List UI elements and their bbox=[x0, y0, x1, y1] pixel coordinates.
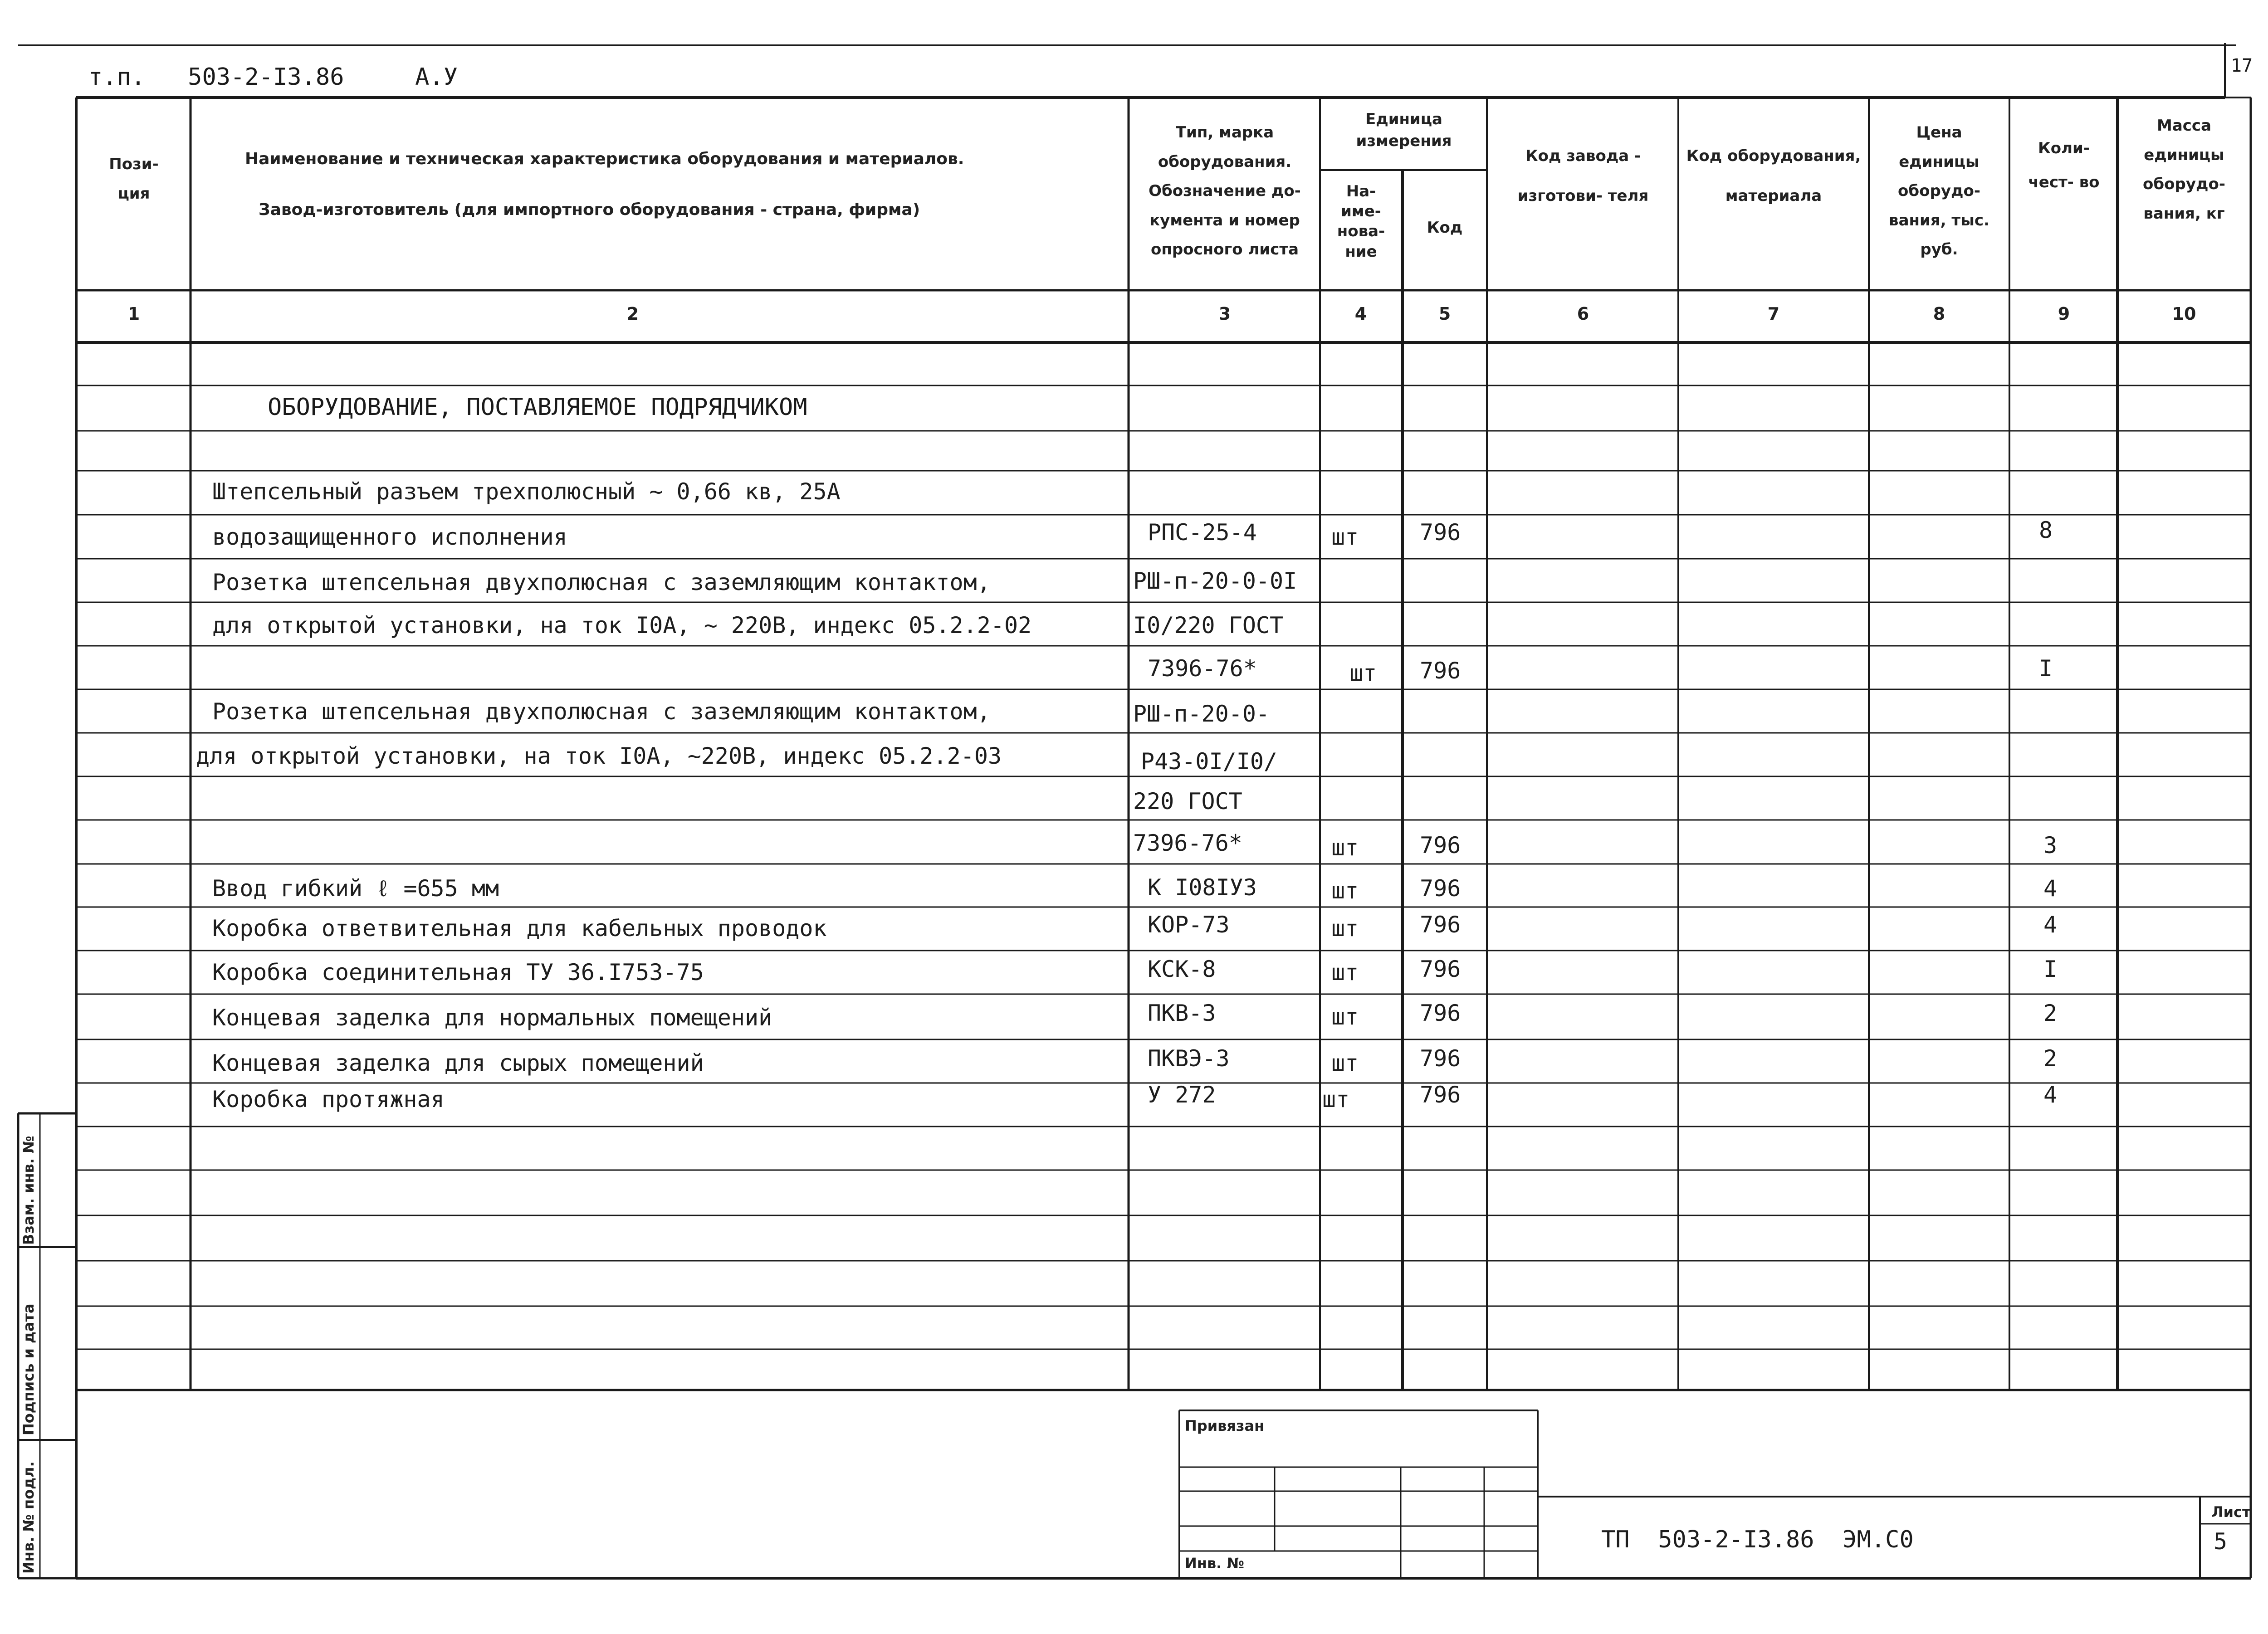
col3-header: Тип, марка оборудования. Обозначение до- кумента и номер опросного листа bbox=[1149, 123, 1301, 259]
row-qty: 2 bbox=[2043, 1000, 2058, 1026]
row-qty: 2 bbox=[2043, 1045, 2058, 1072]
row-name: Розетка штепсельная двухполюсная с заземляющим контактом, bbox=[212, 569, 991, 595]
row-unit: шт bbox=[1331, 1004, 1359, 1030]
col7-header: Код оборудования, материала bbox=[1686, 147, 1861, 205]
section-title: ОБОРУДОВАНИЕ, ПОСТАВЛЯЕМОЕ ПОДРЯДЧИКОМ bbox=[268, 394, 807, 421]
col4-header: На- име- нова- ние bbox=[1337, 182, 1385, 261]
doc-code-prefix: т.п. bbox=[88, 63, 146, 91]
col-num-8: 8 bbox=[1933, 304, 1945, 324]
col1-header: Пози- ция bbox=[109, 155, 159, 203]
row-type: У 272 bbox=[1148, 1082, 1216, 1108]
col6-header: Код завода - изготови- теля bbox=[1517, 147, 1649, 205]
col-num-6: 6 bbox=[1577, 304, 1589, 324]
col-num-9: 9 bbox=[2058, 304, 2070, 324]
row-name: Коробка протяжная bbox=[212, 1086, 445, 1112]
row-type: Р43-0I/I0/ bbox=[1141, 748, 1278, 775]
row-qty: 8 bbox=[2039, 517, 2053, 543]
row-name: Концевая заделка для сырых помещений bbox=[212, 1050, 704, 1076]
row-type: К I08IУ3 bbox=[1148, 874, 1257, 901]
row-unit: шт bbox=[1331, 959, 1359, 985]
col8-header: Цена единицы оборудо- вания, тыс. руб. bbox=[1889, 123, 1989, 259]
col-num-10: 10 bbox=[2172, 304, 2196, 324]
doc-code: 503-2-I3.86 bbox=[188, 63, 344, 91]
side-label-replace-inv: Взам. инв. № bbox=[20, 1136, 37, 1245]
stamp-sheet-number: 5 bbox=[2214, 1528, 2228, 1555]
row-code: 796 bbox=[1420, 519, 1461, 546]
row-qty: I bbox=[2043, 956, 2058, 982]
col2-header-line2: Завод-изготовитель (для импортного оборудования - страна, фирма) bbox=[259, 200, 920, 219]
row-code: 796 bbox=[1420, 1045, 1461, 1072]
row-qty: 4 bbox=[2043, 1082, 2058, 1108]
col9-header: Коли- чест- во bbox=[2028, 139, 2100, 191]
row-name: для открытой установки, на ток I0А, ~ 220В, индекс 05.2.2-02 bbox=[212, 612, 1032, 639]
row-code: 796 bbox=[1420, 956, 1461, 982]
row-name: для открытой установки, на ток I0А, ~220В, индекс 05.2.2-03 bbox=[196, 743, 1002, 769]
row-name: Розетка штепсельная двухполюсная с заземляющим контактом, bbox=[212, 698, 991, 725]
side-label-signature-date: Подпись и дата bbox=[20, 1303, 37, 1435]
col2-header-line1: Наименование и техническая характеристика оборудования и материалов. bbox=[245, 150, 964, 168]
stamp-sheet-label: Лист bbox=[2211, 1503, 2251, 1521]
row-code: 796 bbox=[1420, 912, 1461, 938]
col-num-7: 7 bbox=[1767, 304, 1780, 324]
row-code: 796 bbox=[1420, 832, 1461, 858]
col-num-1: 1 bbox=[127, 304, 140, 324]
row-name: водозащищенного исполнения bbox=[212, 524, 567, 550]
row-type: РШ-п-20-0- bbox=[1133, 701, 1270, 727]
row-code: 796 bbox=[1420, 875, 1461, 902]
col-num-3: 3 bbox=[1218, 304, 1231, 324]
album-code: А.У bbox=[415, 63, 458, 91]
row-type: КСК-8 bbox=[1148, 956, 1216, 982]
col5-header: Код bbox=[1427, 219, 1463, 237]
stamp-attached-label: Привязан bbox=[1185, 1417, 1265, 1434]
row-unit: шт bbox=[1331, 878, 1359, 904]
row-type: ПКВЭ-3 bbox=[1148, 1045, 1230, 1072]
row-type: РПС-25-4 bbox=[1148, 519, 1257, 546]
row-unit: шт bbox=[1322, 1086, 1350, 1112]
row-unit: шт bbox=[1331, 834, 1359, 861]
row-name: Коробка ответвительная для кабельных проводок bbox=[212, 915, 827, 941]
row-unit: шт bbox=[1331, 524, 1359, 550]
stamp-inv-label: Инв. № bbox=[1185, 1555, 1244, 1572]
col-num-2: 2 bbox=[626, 304, 639, 324]
row-qty: I bbox=[2039, 655, 2053, 682]
row-name: Коробка соединительная ТУ 36.I753-75 bbox=[212, 959, 704, 985]
row-qty: 4 bbox=[2043, 875, 2058, 902]
row-unit: шт bbox=[1331, 915, 1359, 941]
row-code: 796 bbox=[1420, 1000, 1461, 1026]
row-type: 7396-76* bbox=[1133, 830, 1242, 856]
unit-group-header: Единица измерения bbox=[1356, 110, 1452, 150]
col-num-4: 4 bbox=[1354, 304, 1367, 324]
row-code: 796 bbox=[1420, 1082, 1461, 1108]
row-qty: 3 bbox=[2043, 832, 2058, 858]
row-qty: 4 bbox=[2043, 912, 2058, 938]
col10-header: Масса единицы оборудо- вания, кг bbox=[2143, 117, 2225, 223]
row-name: Штепсельный разъем трехполюсный ~ 0,66 кв, 25А bbox=[212, 478, 841, 505]
row-type: КОР-73 bbox=[1148, 912, 1230, 938]
row-name: Ввод гибкий ℓ =655 мм bbox=[212, 875, 499, 902]
row-unit: шт bbox=[1331, 1050, 1359, 1076]
corner-mark: 17 bbox=[2231, 55, 2253, 76]
doc-code-line bbox=[88, 63, 458, 91]
row-type: 7396-76* bbox=[1148, 655, 1257, 682]
row-unit: шт bbox=[1349, 660, 1377, 686]
row-type: 220 ГОСТ bbox=[1133, 788, 1242, 815]
row-type: ПКВ-3 bbox=[1148, 1000, 1216, 1026]
row-name: Концевая заделка для нормальных помещений bbox=[212, 1005, 772, 1031]
row-type: I0/220 ГОСТ bbox=[1133, 612, 1284, 639]
side-label-original-inv: Инв. № подл. bbox=[20, 1461, 37, 1574]
col-num-5: 5 bbox=[1438, 304, 1451, 324]
stamp-doc-code: ТП 503-2-I3.86 ЭМ.С0 bbox=[1601, 1526, 1914, 1553]
row-code: 796 bbox=[1420, 658, 1461, 684]
row-type: РШ-п-20-0-0I bbox=[1133, 568, 1297, 594]
